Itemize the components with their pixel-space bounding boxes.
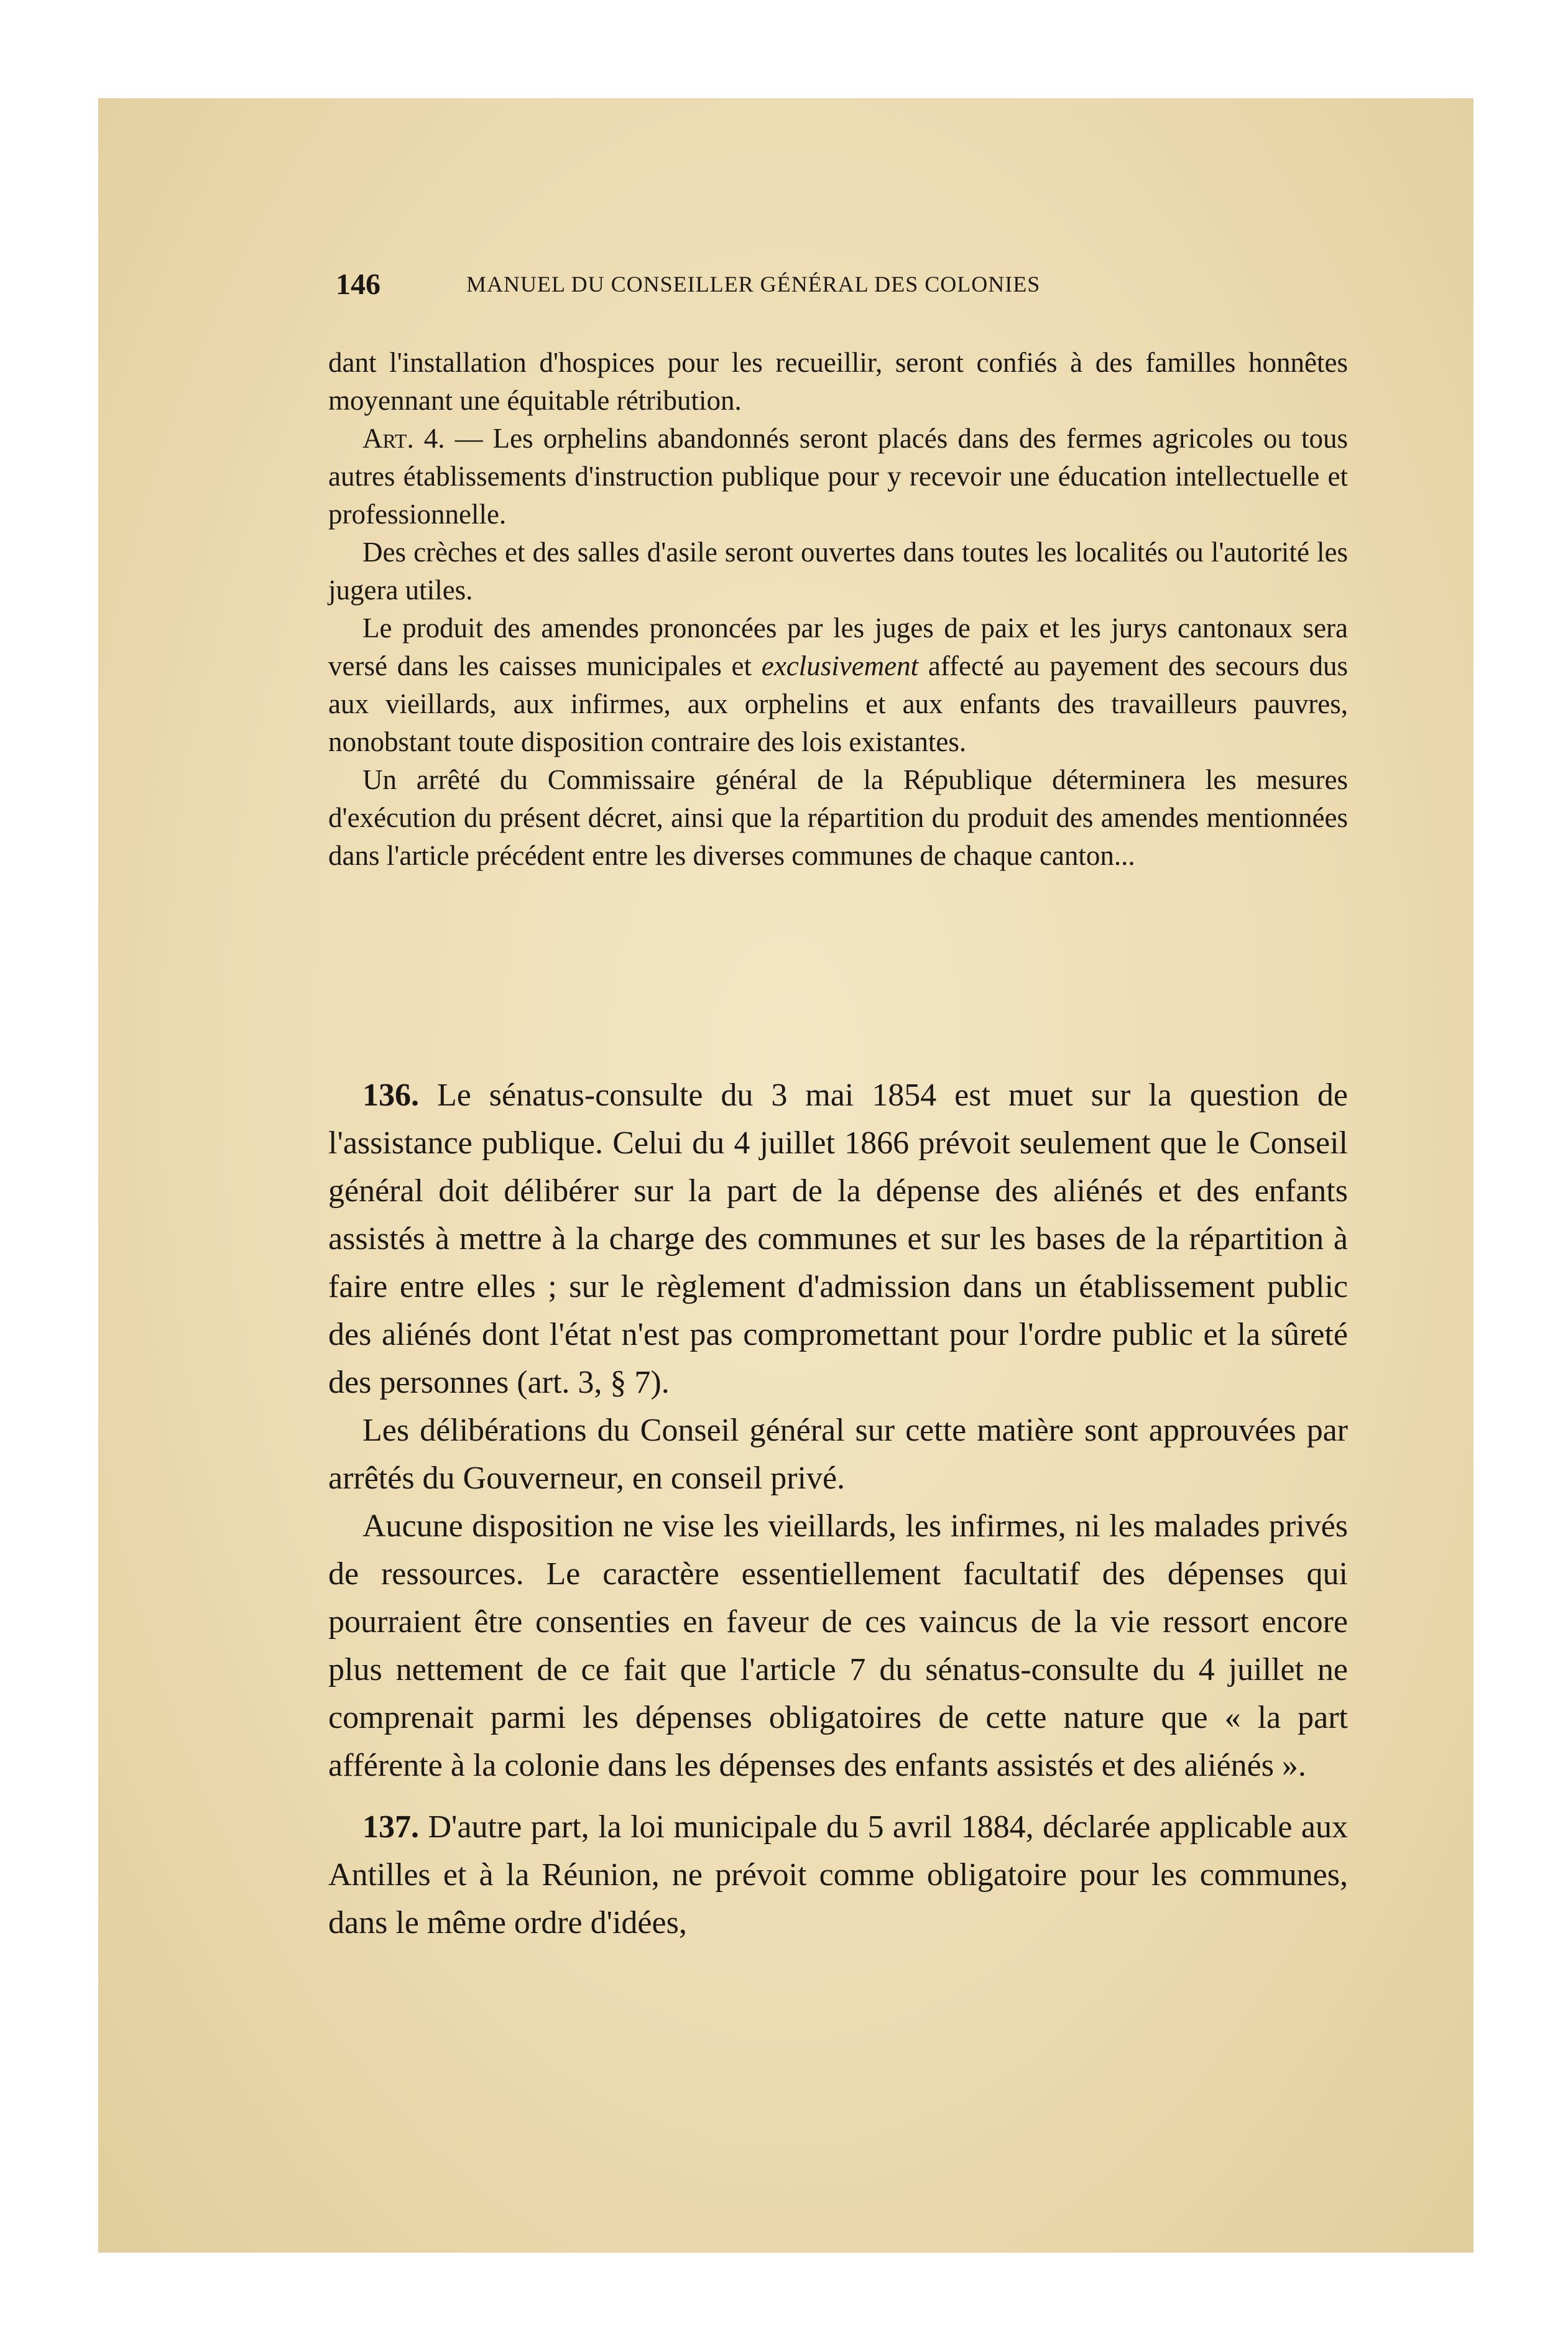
decree-paragraph: Le produit des amendes prononcées par les juges de paix et les jurys cantonaux sera versé dans les caisses municipales et exclusivement affecté au payement des secours dus aux vieillards, aux infirmes, aux orphelins et aux enfants des travailleurs pauvres, nonobstant toute disposition contraire des lois existantes. (328, 612, 1348, 757)
section-number: 136. (362, 1078, 419, 1113)
section-137: 137. D'autre part, la loi municipale du 5 avril 1884, déclarée applicable aux Antilles et à la Réunion, ne prévoit comme obligatoire pour les communes, dans le même ordre d'idées, (328, 1809, 1348, 1941)
body-paragraph: Les délibérations du Conseil général sur cette matière sont approuvées par arrêtés du Gouverneur, en conseil privé. (328, 1413, 1348, 1496)
section-number: 137. (362, 1809, 419, 1845)
running-head: MANUEL DU CONSEILLER GÉNÉRAL DES COLONIES (466, 272, 1041, 297)
body-paragraph: Aucune disposition ne vise les vieillards, les infirmes, ni les malades privés de ressources. Le caractère essentiellement facultatif des dépenses qui pourraient être consenties en faveur de ces vaincus de la vie ressort encore plus nettement de ce fait que l'article 7 du sénatus-consulte du 4 juillet ne comprenait parmi les dépenses obligatoires de cette nature que « la part afférente à la colonie dans les dépenses des enfants assistés et des aliénés ». (328, 1508, 1348, 1783)
decree-paragraph: Des crèches et des salles d'asile seront ouvertes dans toutes les localités ou l'autorité les jugera utiles. (328, 537, 1348, 606)
page-header (336, 267, 1281, 305)
main-text (328, 1071, 1348, 1947)
decree-paragraph: Un arrêté du Commissaire général de la République déterminera les mesures d'exécution du présent décret, ainsi que la répartition du produit des amendes mentionnées dans l'article précédent entre les diverses communes de chaque canton... (328, 764, 1348, 871)
book-page (98, 98, 1473, 2253)
page-number: 146 (336, 268, 380, 301)
italic-emphasis: exclusivement (761, 650, 919, 681)
section-136: 136. Le sénatus-consulte du 3 mai 1854 est muet sur la question de l'assistance publique. Celui du 4 juillet 1866 prévoit seulement que le Conseil général doit délibérer sur la part de la dépense des aliénés et des enfants assistés à mettre à la charge des communes et sur les bases de la répartition à faire entre elles ; sur le règlement d'admission dans un établissement public des aliénés dont l'état n'est pas compromettant pour l'ordre public et la sûreté des personnes (art. 3, § 7). (328, 1078, 1348, 1400)
decree-excerpt (328, 344, 1348, 875)
decree-paragraph: dant l'installation d'hospices pour les recueillir, seront confiés à des familles honnêtes moyennant une équitable rétribution. (328, 347, 1348, 416)
article-label: Art. 4. (362, 423, 445, 454)
article-4: Art. 4. — Les orphelins abandonnés seront placés dans des fermes agricoles ou tous autres établissements d'instruction publique pour y recevoir une éducation intellectuelle et professionnelle. (328, 423, 1348, 530)
